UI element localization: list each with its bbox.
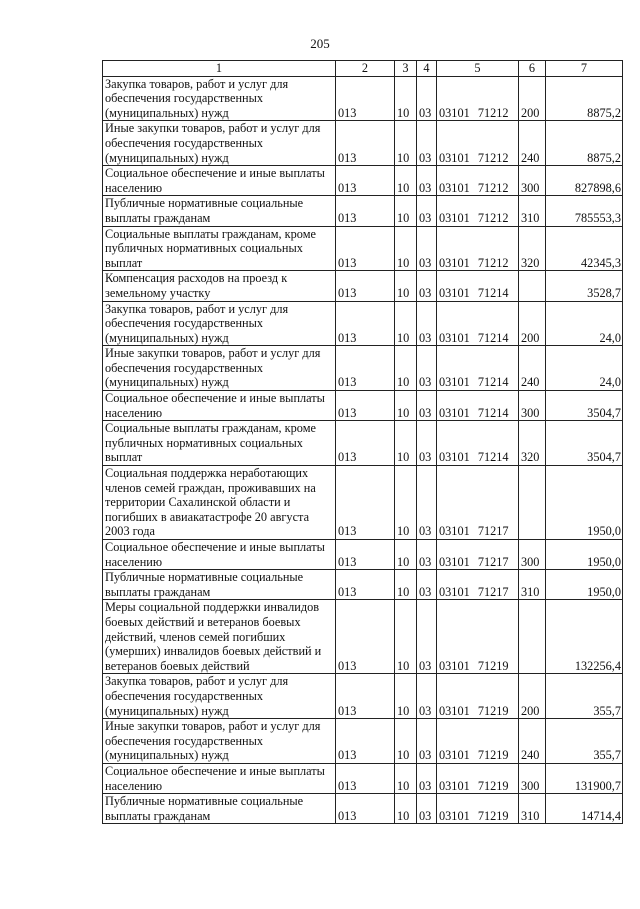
row-grbs-code: 013 [336, 794, 395, 824]
row-expense-type: 200 [519, 76, 546, 121]
row-target-article: 03101 71214 [437, 346, 519, 391]
column-header: 6 [519, 61, 546, 77]
row-target-article: 03101 71214 [437, 421, 519, 466]
row-name: Социальное обеспечение и иные выплаты населению [103, 391, 336, 421]
table-row [103, 466, 623, 540]
row-name: Социальное обеспечение и иные выплаты населению [103, 763, 336, 793]
row-grbs-code: 013 [336, 391, 395, 421]
row-expense-type: 310 [519, 570, 546, 600]
table-row [103, 763, 623, 793]
row-amount: 827898,6 [546, 166, 623, 196]
row-section-code: 10 [395, 271, 417, 301]
row-section-code: 10 [395, 600, 417, 674]
row-amount: 355,7 [546, 674, 623, 719]
row-grbs-code: 013 [336, 674, 395, 719]
row-name: Социальные выплаты гражданам, кроме публичных нормативных социальных выплат [103, 421, 336, 466]
row-name: Закупка товаров, работ и услуг для обеспечения государственных (муниципальных) нужд [103, 301, 336, 346]
table-row [103, 76, 623, 121]
row-subsection-code: 03 [417, 421, 437, 466]
row-amount: 3504,7 [546, 391, 623, 421]
row-section-code: 10 [395, 196, 417, 226]
row-name: Иные закупки товаров, работ и услуг для обеспечения государственных (муниципальных) нужд [103, 121, 336, 166]
row-section-code: 10 [395, 763, 417, 793]
column-header: 3 [395, 61, 417, 77]
table-row [103, 391, 623, 421]
row-section-code: 10 [395, 226, 417, 271]
row-name: Социальное обеспечение и иные выплаты населению [103, 540, 336, 570]
row-section-code: 10 [395, 301, 417, 346]
row-expense-type [519, 466, 546, 540]
row-subsection-code: 03 [417, 166, 437, 196]
row-section-code: 10 [395, 794, 417, 824]
row-target-article: 03101 71219 [437, 674, 519, 719]
row-amount: 785553,3 [546, 196, 623, 226]
row-amount: 3528,7 [546, 271, 623, 301]
row-subsection-code: 03 [417, 301, 437, 346]
row-grbs-code: 013 [336, 271, 395, 301]
page-number: 205 [310, 36, 330, 51]
row-section-code: 10 [395, 719, 417, 764]
row-name: Меры социальной поддержки инвалидов боевых действий и ветеранов боевых действий, членов семей погибших (умерших) инвалидов боевых действий и ветеранов боевых действий [103, 600, 336, 674]
row-expense-type: 200 [519, 674, 546, 719]
row-name: Публичные нормативные социальные выплаты гражданам [103, 196, 336, 226]
row-expense-type: 300 [519, 540, 546, 570]
table-row [103, 226, 623, 271]
row-target-article: 03101 71219 [437, 719, 519, 764]
row-section-code: 10 [395, 166, 417, 196]
row-subsection-code: 03 [417, 346, 437, 391]
row-subsection-code: 03 [417, 391, 437, 421]
table-row [103, 346, 623, 391]
row-amount: 1950,0 [546, 540, 623, 570]
row-grbs-code: 013 [336, 719, 395, 764]
row-subsection-code: 03 [417, 76, 437, 121]
table-row [103, 674, 623, 719]
row-target-article: 03101 71214 [437, 301, 519, 346]
column-header: 7 [546, 61, 623, 77]
row-target-article: 03101 71212 [437, 166, 519, 196]
row-target-article: 03101 71212 [437, 121, 519, 166]
column-header: 5 [437, 61, 519, 77]
row-section-code: 10 [395, 570, 417, 600]
row-section-code: 10 [395, 421, 417, 466]
row-expense-type: 320 [519, 226, 546, 271]
row-amount: 14714,4 [546, 794, 623, 824]
row-amount: 24,0 [546, 346, 623, 391]
row-grbs-code: 013 [336, 301, 395, 346]
row-grbs-code: 013 [336, 421, 395, 466]
table-row [103, 719, 623, 764]
row-grbs-code: 013 [336, 121, 395, 166]
row-target-article: 03101 71219 [437, 763, 519, 793]
column-header: 4 [417, 61, 437, 77]
row-target-article: 03101 71219 [437, 794, 519, 824]
row-subsection-code: 03 [417, 196, 437, 226]
row-subsection-code: 03 [417, 719, 437, 764]
row-target-article: 03101 71219 [437, 600, 519, 674]
row-grbs-code: 013 [336, 763, 395, 793]
row-subsection-code: 03 [417, 121, 437, 166]
row-target-article: 03101 71217 [437, 540, 519, 570]
row-expense-type: 300 [519, 166, 546, 196]
row-subsection-code: 03 [417, 226, 437, 271]
row-name: Компенсация расходов на проезд к земельному участку [103, 271, 336, 301]
row-grbs-code: 013 [336, 570, 395, 600]
row-amount: 42345,3 [546, 226, 623, 271]
row-expense-type: 310 [519, 794, 546, 824]
row-grbs-code: 013 [336, 600, 395, 674]
budget-table [102, 60, 623, 824]
row-target-article: 03101 71214 [437, 391, 519, 421]
row-name: Закупка товаров, работ и услуг для обеспечения государственных (муниципальных) нужд [103, 674, 336, 719]
row-expense-type: 240 [519, 121, 546, 166]
row-grbs-code: 013 [336, 76, 395, 121]
table-row [103, 794, 623, 824]
row-subsection-code: 03 [417, 763, 437, 793]
row-amount: 1950,0 [546, 466, 623, 540]
row-amount: 8875,2 [546, 121, 623, 166]
row-amount: 24,0 [546, 301, 623, 346]
row-expense-type: 240 [519, 346, 546, 391]
row-expense-type [519, 271, 546, 301]
table-row [103, 196, 623, 226]
row-section-code: 10 [395, 540, 417, 570]
row-section-code: 10 [395, 391, 417, 421]
table-row [103, 421, 623, 466]
row-name: Социальные выплаты гражданам, кроме публичных нормативных социальных выплат [103, 226, 336, 271]
row-section-code: 10 [395, 466, 417, 540]
row-amount: 3504,7 [546, 421, 623, 466]
row-amount: 131900,7 [546, 763, 623, 793]
row-subsection-code: 03 [417, 674, 437, 719]
table-row [103, 540, 623, 570]
row-name: Закупка товаров, работ и услуг для обеспечения государственных (муниципальных) нужд [103, 76, 336, 121]
row-expense-type: 300 [519, 391, 546, 421]
row-section-code: 10 [395, 76, 417, 121]
row-section-code: 10 [395, 674, 417, 719]
row-subsection-code: 03 [417, 466, 437, 540]
table-row [103, 271, 623, 301]
row-grbs-code: 013 [336, 466, 395, 540]
row-grbs-code: 013 [336, 346, 395, 391]
header-row [103, 61, 623, 77]
table-row [103, 121, 623, 166]
row-name: Социальная поддержка неработающих членов семей граждан, проживавших на территории Сахалинской области и погибших в авиакатастрофе 20 августа 2003 года [103, 466, 336, 540]
row-name: Социальное обеспечение и иные выплаты населению [103, 166, 336, 196]
row-expense-type: 200 [519, 301, 546, 346]
row-subsection-code: 03 [417, 271, 437, 301]
row-expense-type [519, 600, 546, 674]
table-row [103, 301, 623, 346]
row-target-article: 03101 71214 [437, 271, 519, 301]
row-target-article: 03101 71212 [437, 196, 519, 226]
row-section-code: 10 [395, 121, 417, 166]
row-subsection-code: 03 [417, 570, 437, 600]
row-grbs-code: 013 [336, 196, 395, 226]
table-row [103, 570, 623, 600]
row-expense-type: 320 [519, 421, 546, 466]
row-section-code: 10 [395, 346, 417, 391]
row-target-article: 03101 71212 [437, 76, 519, 121]
row-subsection-code: 03 [417, 540, 437, 570]
row-amount: 132256,4 [546, 600, 623, 674]
row-name: Иные закупки товаров, работ и услуг для обеспечения государственных (муниципальных) нужд [103, 346, 336, 391]
row-target-article: 03101 71217 [437, 570, 519, 600]
row-name: Публичные нормативные социальные выплаты гражданам [103, 570, 336, 600]
row-amount: 1950,0 [546, 570, 623, 600]
row-amount: 8875,2 [546, 76, 623, 121]
table-row [103, 166, 623, 196]
column-header: 2 [336, 61, 395, 77]
row-subsection-code: 03 [417, 794, 437, 824]
row-grbs-code: 013 [336, 166, 395, 196]
row-expense-type: 310 [519, 196, 546, 226]
row-amount: 355,7 [546, 719, 623, 764]
row-grbs-code: 013 [336, 226, 395, 271]
row-target-article: 03101 71217 [437, 466, 519, 540]
column-header: 1 [103, 61, 336, 77]
row-target-article: 03101 71212 [437, 226, 519, 271]
row-grbs-code: 013 [336, 540, 395, 570]
row-expense-type: 240 [519, 719, 546, 764]
row-subsection-code: 03 [417, 600, 437, 674]
row-name: Публичные нормативные социальные выплаты гражданам [103, 794, 336, 824]
row-name: Иные закупки товаров, работ и услуг для обеспечения государственных (муниципальных) нужд [103, 719, 336, 764]
table-row [103, 600, 623, 674]
row-expense-type: 300 [519, 763, 546, 793]
